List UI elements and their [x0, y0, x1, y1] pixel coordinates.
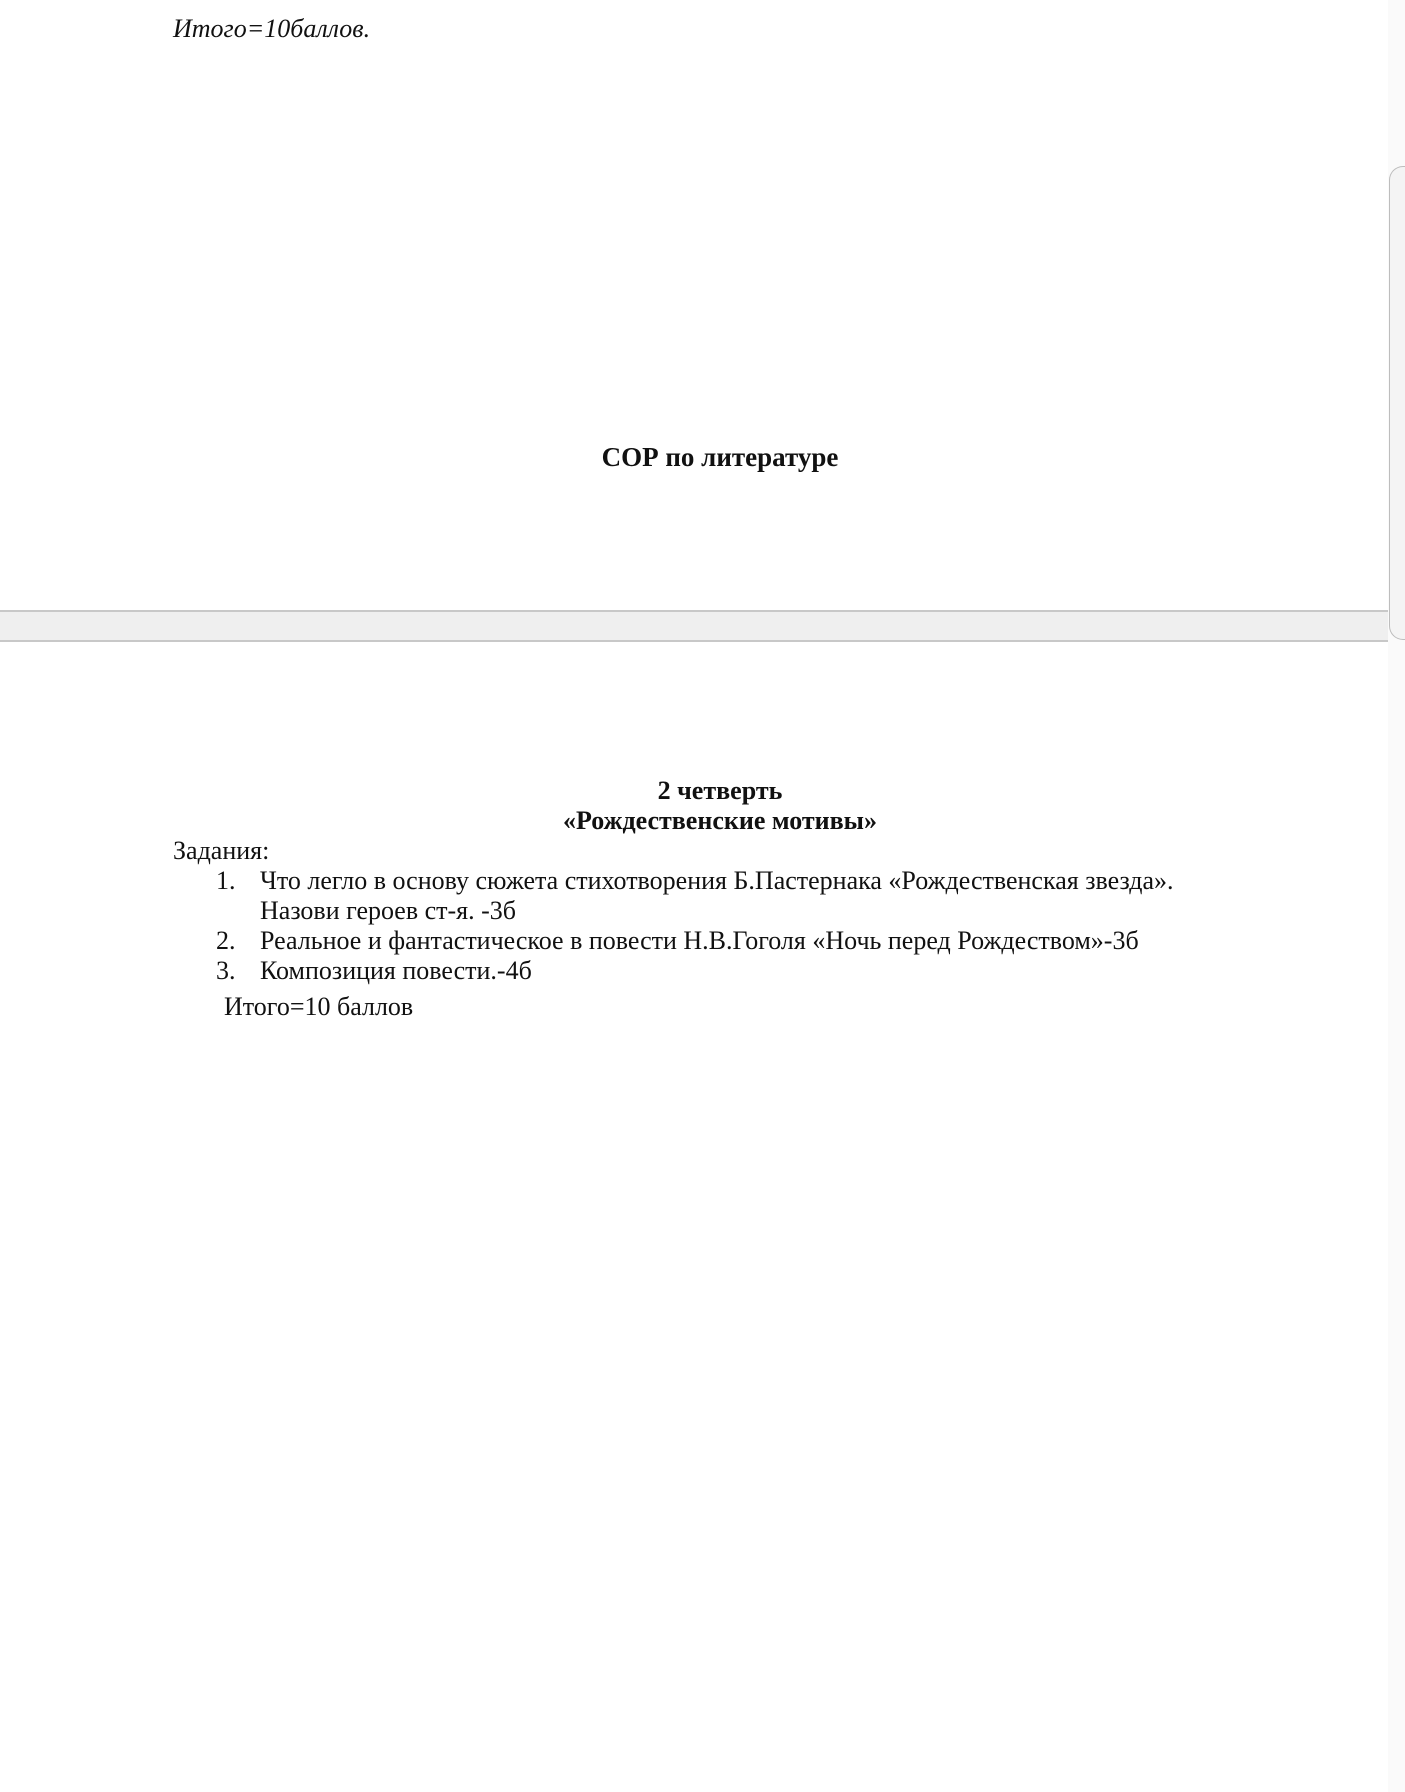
theme-heading: «Рождественские мотивы»: [563, 806, 877, 835]
document-page-2: [0, 640, 1388, 1792]
document-page-1: [0, 0, 1388, 612]
total-score: Итого=10 баллов: [224, 992, 414, 1021]
scrollbar-track[interactable]: [1388, 0, 1405, 1792]
assessment-title: СОР по литературе: [601, 442, 839, 472]
scrollbar-thumb[interactable]: [1389, 166, 1405, 640]
task-item-3: [0, 956, 1174, 986]
page-separator: [0, 612, 1388, 640]
task-text: Композиция повести.-4б: [260, 956, 532, 985]
tasks-label: Задания:: [173, 836, 270, 865]
task-number: 1.: [216, 866, 236, 895]
previous-total-note: Итого=10баллов.: [173, 14, 371, 43]
quarter-heading: 2 четверть: [657, 776, 783, 805]
task-number: 2.: [216, 926, 236, 955]
task-text-continuation: Назови героев ст-я. -3б: [260, 896, 517, 925]
task-item-2: [0, 926, 1174, 956]
task-item-1: [0, 866, 1174, 926]
task-text: Что легло в основу сюжета стихотворения Б.Пастернака «Рождественская звезда».: [260, 866, 1174, 895]
task-text: Реальное и фантастическое в повести Н.В.Гоголя «Ночь перед Рождеством»-3б: [260, 926, 1139, 955]
task-list: [0, 866, 1174, 986]
task-number: 3.: [216, 956, 236, 985]
